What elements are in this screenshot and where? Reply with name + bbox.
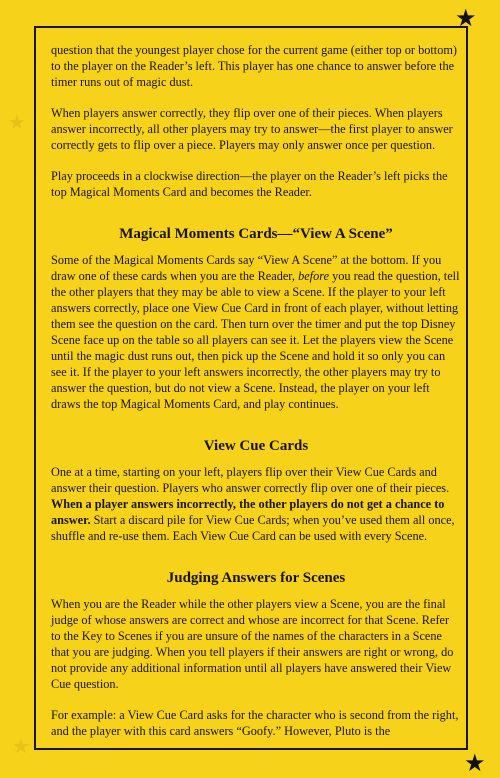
section-heading-view-cue-cards: View Cue Cards bbox=[203, 438, 309, 454]
bold-text: When a player answers incorrectly, the other players do not get a chance to answer. bbox=[51, 497, 445, 527]
text-run: Some of the Magical Moments Cards say “View A Scene” at the bottom. If you draw one of these cards when you are the Reader, bbox=[51, 253, 442, 283]
faint-star-icon: ★ bbox=[12, 734, 30, 758]
faint-star-icon: ★ bbox=[8, 110, 26, 134]
paragraph bbox=[51, 464, 461, 544]
text-run: Start a discard pile for View Cue Cards; when you’ve used them all once, shuffle and re-use them. Each View Cue Card can be used with every Scene. bbox=[51, 513, 455, 543]
star-icon: ★ bbox=[455, 4, 477, 32]
paragraph: For example: a View Cue Card asks for the character who is second from the right, and the player with this card answers “Goofy.” However, Pluto is the bbox=[51, 708, 459, 738]
paragraph: When you are the Reader while the other players view a Scene, you are the final judge of whose answers are correct and whose are incorrect for that Scene. Refer to the Key to Scenes if you are unsure of the names of the characters in a Scene that you are judging. When you tell players if their answers are right or wrong, do not provide any additional information until all players have answered their View Cue question. bbox=[51, 597, 454, 691]
section-heading-judging-answers: Judging Answers for Scenes bbox=[166, 570, 346, 586]
paragraph: When players answer correctly, they flip over one of their pieces. When players answer incorrectly, all other players may try to answer—the first player to answer correctly gets to flip over a piece. Players may only answer once per question. bbox=[51, 106, 453, 152]
paragraph bbox=[51, 252, 461, 412]
text-run: you read the question, tell the other players that they may be able to view a Scene. If the player to your left answers correctly, place one View Cue Card in front of each player, without letting them see the question on the card. Then turn over the timer and put the top Disney Scene face up on the table so all players can see it. Let the players view the Scene until the magic dust runs out, then pick up the Scene and hold it so only you can see it. If the player to your left answers incorrectly, the other players may try to answer the question, but do not view a Scene. Instead, the player on your left draws the top Magical Moments Card, and play continues. bbox=[51, 269, 460, 411]
star-icon: ★ bbox=[464, 749, 486, 777]
rules-text bbox=[51, 42, 461, 754]
section-heading-view-a-scene: Magical Moments Cards—“View A Scene” bbox=[119, 226, 393, 242]
paragraph: question that the youngest player chose for the current game (either top or bottom) to the player on the Reader’s left. This player has one chance to answer before the timer runs out of magic dust. bbox=[51, 43, 458, 89]
text-run: One at a time, starting on your left, players flip over their View Cue Cards and answer their question. Players who answer correctly flip over one of their pieces. bbox=[51, 465, 450, 495]
emphasis-text: before bbox=[298, 269, 330, 283]
paragraph: Play proceeds in a clockwise direction—the player on the Reader’s left picks the top Magical Moments Card and becomes the Reader. bbox=[51, 169, 448, 199]
